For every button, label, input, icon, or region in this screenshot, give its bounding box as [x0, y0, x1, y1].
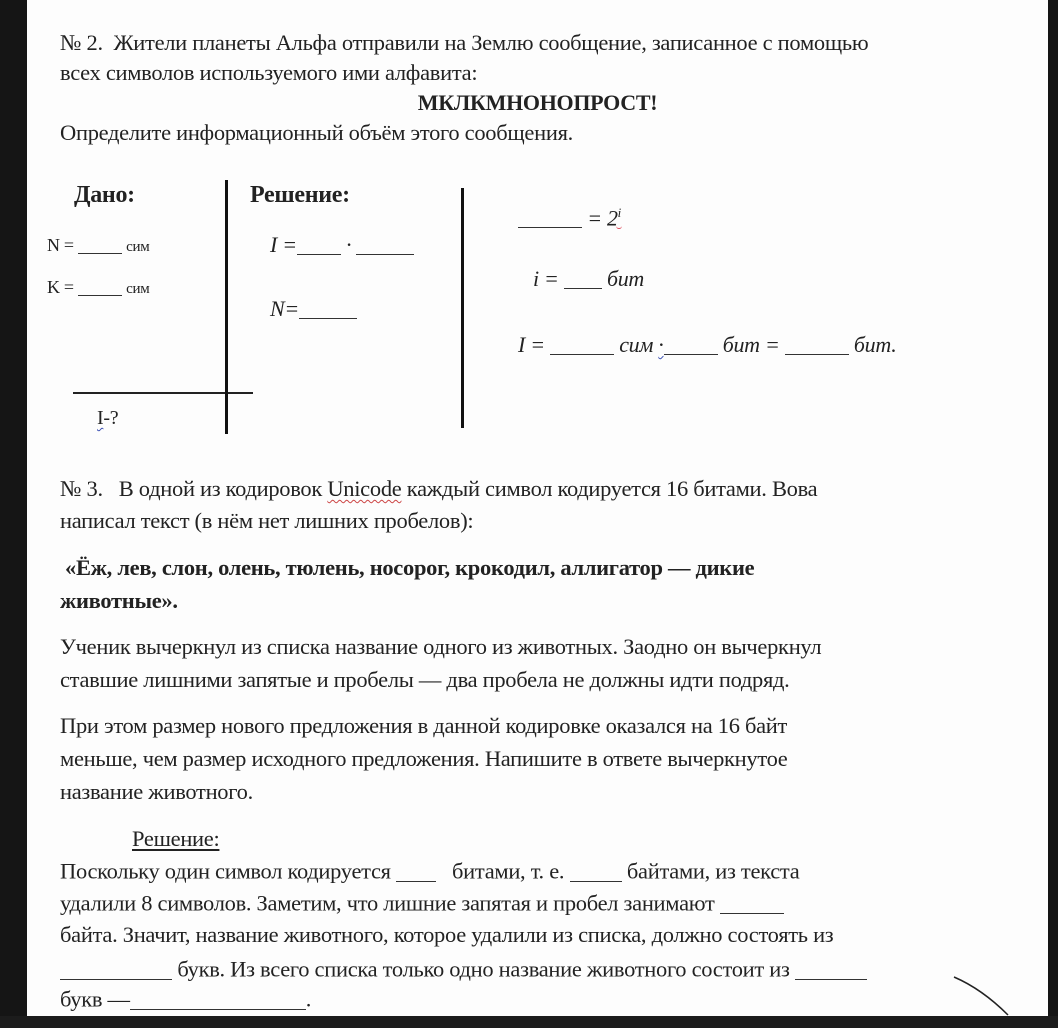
- sol-answer-blank[interactable]: [130, 986, 306, 1010]
- calc-i-label: i =: [533, 266, 559, 291]
- task3-solution-line3: байта. Значит, название животного, которое удалили из списка, должно состоять из: [60, 922, 834, 947]
- sol-l1-a: Поскольку один символ кодируется: [60, 858, 391, 884]
- sol-bits-blank[interactable]: [396, 858, 436, 882]
- calc-i: [533, 266, 644, 292]
- given-find: [97, 405, 118, 431]
- given-n-unit: сим: [126, 239, 150, 255]
- sol-l2: удалили 8 символов. Заметим, что лишние запятая и пробел занимают: [60, 890, 715, 916]
- sol-l4-a: букв. Из всего списка только одно название животного состоит из: [177, 956, 790, 982]
- document-page: [27, 0, 1048, 1016]
- sol-l1-b: битами, т. е.: [452, 858, 565, 884]
- calc-total-label: I =: [518, 332, 545, 357]
- task3-para2-line3: название животного.: [60, 779, 253, 804]
- solution-n-blank[interactable]: [299, 296, 357, 319]
- given-find-label: I: [97, 407, 104, 429]
- given-n-blank[interactable]: [78, 235, 122, 254]
- calc-total-unit2: бит =: [722, 332, 780, 357]
- task3-para2-line1: При этом размер нового предложения в данной кодировке оказался на 16 байт: [60, 713, 788, 738]
- calc-total: [518, 332, 896, 358]
- task2-line1: [60, 30, 868, 56]
- task3-solution-line5: [60, 986, 311, 1013]
- sol-letters-blank[interactable]: [60, 956, 172, 980]
- calc-power-blank[interactable]: [518, 205, 582, 228]
- task2-number: № 2.: [60, 30, 103, 55]
- task2-line2: всех символов используемого ими алфавита:: [60, 60, 478, 85]
- task2-text: Жители планеты Альфа отправили на Землю сообщение, записанное с помощью: [113, 30, 869, 55]
- calc-total-unit1: сим: [619, 332, 654, 357]
- task3-quote-line2: животные».: [60, 588, 178, 613]
- solution-n-formula: [270, 296, 357, 322]
- calc-power-exp: i: [617, 205, 621, 220]
- task3-para1-line1: Ученик вычеркнул из списка название одного из животных. Заодно он вычеркнул: [60, 634, 822, 659]
- calc-total-blank3[interactable]: [785, 332, 849, 355]
- task3-para2-line2: меньше, чем размер исходного предложения. Напишите в ответе вычеркнутое: [60, 746, 788, 771]
- given-k-blank[interactable]: [78, 277, 122, 296]
- handwritten-stroke-icon: [952, 975, 1012, 1017]
- solution-heading: Решение:: [250, 182, 350, 208]
- bottom-bar: [0, 1016, 1058, 1028]
- task2-message: МКЛКМНОНОПРОСТ!: [417, 90, 658, 115]
- task2-question: Определите информационный объём этого сообщения.: [60, 120, 573, 145]
- solution-n-label: N=: [270, 296, 299, 321]
- given-solution-separator: [225, 180, 228, 434]
- solution-i-formula: [270, 232, 414, 258]
- given-k-unit: сим: [126, 281, 150, 297]
- calc-total-dot: ·: [658, 332, 664, 357]
- sol-l5-a: букв —: [60, 986, 130, 1012]
- solution-i-blank1[interactable]: [297, 232, 341, 255]
- given-k-label: K =: [47, 277, 74, 297]
- sol-l5-end: .: [305, 986, 312, 1012]
- solution-i-dot: ·: [345, 232, 352, 257]
- task3-para1-line2: ставшие лишними запятые и пробелы — два пробела не должны идти подряд.: [60, 667, 790, 692]
- calc-i-unit: бит: [606, 266, 645, 291]
- solution-i-label: I =: [270, 232, 297, 257]
- sol-count-blank[interactable]: [795, 956, 867, 980]
- sol-bytes-blank[interactable]: [570, 858, 622, 882]
- given-find-suffix: -?: [103, 407, 119, 429]
- task3-line1: [60, 476, 817, 502]
- task3-number: № 3.: [60, 476, 103, 501]
- unicode-word: Unicode: [327, 476, 402, 501]
- calc-total-blank1[interactable]: [550, 332, 614, 355]
- calc-total-unit3: бит.: [853, 332, 897, 357]
- task3-solution-line4: [60, 956, 867, 983]
- task3-text-b: каждый символ кодируется 16 битами. Вова: [401, 476, 818, 501]
- task3-text-a: В одной из кодировок: [118, 476, 328, 501]
- task3-solution-line1: [60, 858, 799, 885]
- solution-calc-separator: [461, 188, 464, 428]
- given-k: [47, 274, 149, 302]
- task3-solution-line2: [60, 890, 784, 917]
- calc-power-eq: = 2: [587, 205, 618, 231]
- calc-i-blank[interactable]: [564, 266, 602, 289]
- solution-i-blank2[interactable]: [356, 232, 414, 255]
- task3-solution-heading: Решение:: [132, 826, 220, 851]
- task3-line2: написал текст (в нём нет лишних пробелов):: [60, 508, 474, 533]
- given-heading: Дано:: [74, 182, 135, 208]
- given-n: [47, 232, 149, 260]
- task3-quote-line1: «Ёж, лев, слон, олень, тюлень, носорог, крокодил, аллигатор — дикие: [65, 555, 755, 580]
- calc-total-blank2[interactable]: [664, 332, 718, 355]
- sol-comma-space-blank[interactable]: [720, 890, 784, 914]
- sol-l1-c: байтами, из текста: [626, 858, 800, 884]
- spellcheck-mark: [616, 224, 622, 229]
- calc-power: [518, 200, 621, 231]
- given-n-label: N =: [47, 235, 74, 255]
